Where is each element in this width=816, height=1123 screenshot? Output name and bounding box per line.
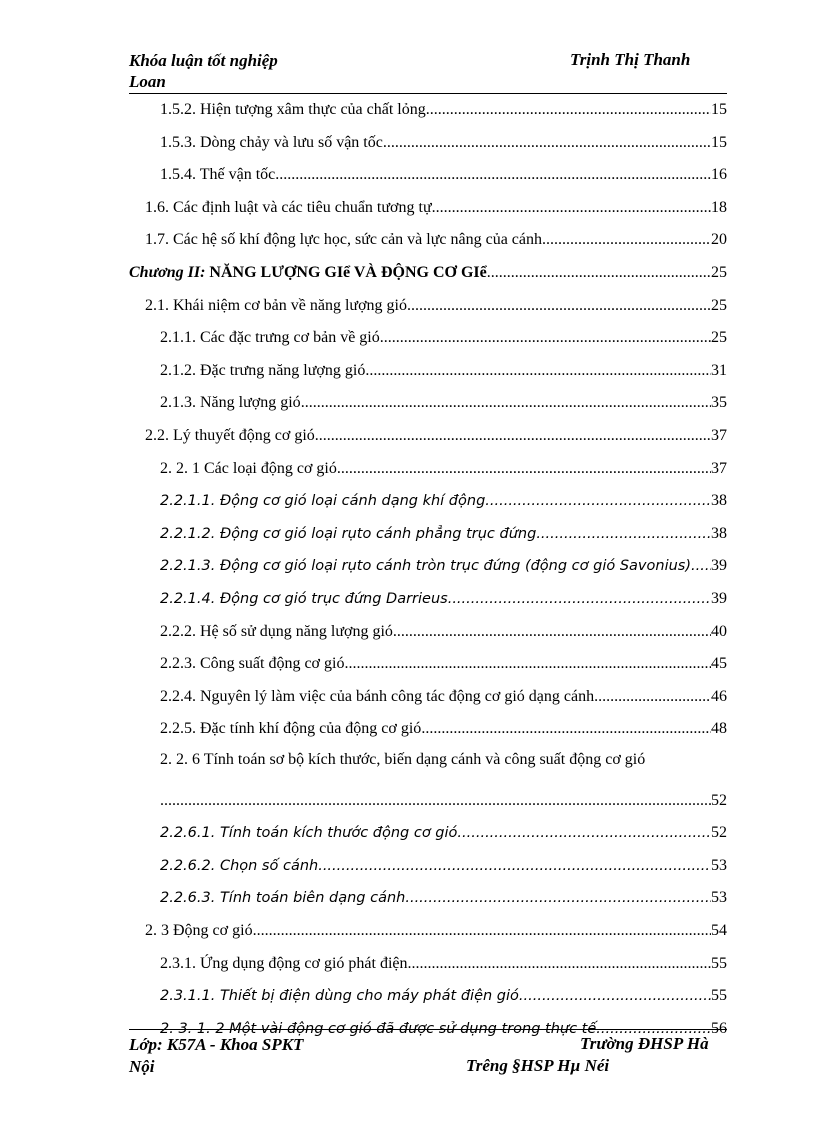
toc-entry-title: 2.1. Khái niệm cơ bản về năng lượng gió: [145, 296, 407, 314]
header-left-line2: Loan: [129, 72, 166, 91]
toc-page-number: 55: [711, 987, 727, 1005]
toc-entry-title: 2.2.6.1. Tính toán kích thước động cơ gió: [160, 825, 458, 842]
toc-page-number: 45: [711, 655, 727, 673]
toc-page-number: 35: [711, 394, 727, 412]
toc-entry-title: 2.1.3. Năng lượng gió: [160, 394, 301, 412]
toc-leader-dots: [407, 296, 711, 316]
toc-page-number: 25: [711, 296, 727, 314]
toc-entry-title: 2. 2. 1 Các loại động cơ gió: [160, 459, 337, 477]
toc-entry: [160, 554, 727, 576]
toc-page-number: 37: [711, 427, 727, 444]
toc-leader-dots: [519, 986, 711, 1006]
toc-entry-title: 2.2.6.3. Tính toán biên dạng cánh: [160, 890, 406, 907]
header-left: [129, 50, 278, 92]
toc-leader-dots: [160, 791, 711, 811]
toc-chapter-prefix: Chương II:: [129, 264, 206, 281]
toc-leader-dots: [457, 823, 711, 843]
toc-entry: [160, 685, 727, 707]
toc-leader-dots: [318, 856, 711, 876]
toc-entry: [145, 424, 727, 446]
toc-page-number: 53: [711, 856, 727, 874]
toc-entry-title: 1.5.4. Thế vận tốc: [160, 166, 276, 184]
toc-leader-dots: [253, 921, 711, 941]
toc-leader-dots: [405, 888, 711, 908]
toc-page-number: 46: [711, 687, 727, 705]
toc-entry: [160, 391, 727, 413]
toc-entry: [160, 359, 727, 381]
toc-entry: [160, 952, 727, 974]
toc-entry: [160, 131, 727, 153]
header-left-line1: Khóa luận tốt nghiệp: [129, 51, 278, 70]
toc-entry-title: 2.1.2. Đặc trưng năng lượng gió: [160, 361, 366, 379]
toc-page-number: 48: [711, 720, 727, 738]
toc-leader-dots: [487, 263, 711, 283]
toc-leader-dots: [301, 393, 711, 413]
toc-page-number: 20: [711, 231, 727, 249]
toc-page-number: 31: [711, 361, 727, 379]
toc-page-number: 16: [711, 166, 727, 184]
toc-page-number: 55: [711, 954, 727, 972]
toc-entry: [145, 294, 727, 316]
toc-entry-title: 2. 3 Động cơ gió: [145, 922, 253, 939]
toc-leader-dots: [432, 198, 711, 218]
toc-leader-dots: [337, 459, 711, 479]
toc-leader-dots: [393, 622, 711, 642]
toc-page-number: 15: [711, 133, 727, 151]
toc-leader-dots: [383, 133, 711, 153]
toc-page-number: 38: [711, 492, 727, 510]
toc-leader-dots: [536, 524, 711, 544]
toc-entry: [160, 984, 727, 1006]
toc-entry: [160, 587, 727, 609]
toc-leader-dots: [426, 100, 711, 120]
toc-leader-dots: [275, 165, 711, 185]
toc-entry: [160, 886, 727, 908]
toc-entry-title: 2.3.1.1. Thiết bị điện dùng cho máy phát điện gió: [160, 988, 519, 1005]
toc-entry: [160, 789, 727, 811]
toc-entry: [160, 821, 727, 843]
toc-entry-title: 2.2. Lý thuyết động cơ gió: [145, 427, 315, 444]
footer-left: [129, 1034, 303, 1078]
toc-entry-title: 1.6. Các định luật và các tiêu chuẩn tương tự: [145, 198, 432, 216]
toc-page-number: 25: [711, 329, 727, 347]
toc-chapter-title: NĂNG LƯỢNG GIể VÀ ĐỘNG CƠ GIể: [205, 264, 487, 281]
toc-page-number: 25: [711, 264, 727, 281]
toc-entry: [160, 163, 727, 185]
toc-page-number: 15: [711, 101, 727, 118]
header-rule: [129, 93, 727, 94]
toc-entry: [160, 620, 727, 642]
toc-leader-dots: [408, 954, 711, 974]
toc-entry-title: 2. 3. 1. 2 Một vài động cơ gió đã được sử dụng trong thực tế: [160, 1020, 597, 1037]
toc-entry-title: 1.7. Các hệ số khí động lực học, sức cản và lực nâng của cánh: [145, 231, 542, 249]
toc-entry-title: 2.1.1. Các đặc trưng cơ bản về gió: [160, 329, 380, 347]
toc-page-number: 56: [711, 1019, 727, 1037]
toc-page-number: 52: [711, 791, 727, 809]
toc-leader-dots: [344, 654, 711, 674]
toc-leader-dots: [485, 491, 711, 511]
toc-page-number: 39: [711, 590, 727, 607]
toc-entry-title: 2.3.1. Ứng dụng động cơ gió phát điện: [160, 954, 408, 972]
toc-leader-dots: [691, 556, 711, 576]
toc-entry: [160, 326, 727, 348]
toc-entry: [160, 854, 727, 876]
toc-entry: [145, 196, 727, 218]
toc-entry-title: [129, 263, 487, 283]
footer-rule: [129, 1029, 727, 1030]
toc-page-number: 53: [711, 889, 727, 907]
toc-entry: [160, 652, 727, 674]
toc-leader-dots: [421, 719, 711, 739]
footer-left-line2: Nội: [129, 1057, 155, 1076]
toc-page-number: 37: [711, 459, 727, 477]
toc-entry: [129, 261, 727, 283]
toc-leader-dots: [380, 328, 711, 348]
footer-left-line1: Lớp: K57A - Khoa SPKT: [129, 1035, 304, 1054]
toc-entry: [160, 457, 727, 479]
toc-entry: [160, 522, 727, 544]
toc-entry-title: 2.2.1.3. Động cơ gió loại rụto cánh tròn trục đứng (động cơ gió Savonius): [160, 558, 692, 575]
toc-leader-dots: [542, 230, 711, 250]
footer-mid: Trêng §HSP Hµ Néi: [466, 1056, 610, 1075]
toc-leader-dots: [365, 361, 711, 381]
toc-entry-title: 2.2.2. Hệ số sử dụng năng lượng gió: [160, 622, 393, 640]
toc-entry-title: 2.2.1.4. Động cơ gió trục đứng Darrieus: [160, 591, 448, 607]
toc-page-number: 18: [711, 198, 727, 216]
toc-entry: [160, 489, 727, 511]
toc-entry: [145, 919, 727, 941]
toc-entry-title: 1.5.2. Hiện tượng xâm thực của chất lỏng: [160, 101, 426, 118]
header-right: Trịnh Thị Thanh: [570, 50, 691, 69]
toc-entry-title: 2.2.6.2. Chọn số cánh: [160, 857, 319, 874]
footer-right: Trường ĐHSP Hà: [580, 1034, 709, 1053]
toc-entry-multiline-title: 2. 2. 6 Tính toán sơ bộ kích thước, biến dạng cánh và công suất động cơ gió: [160, 751, 646, 768]
toc-entry-title: 2.2.1.2. Động cơ gió loại rụto cánh phẳng trục đứng: [160, 525, 537, 542]
toc-entry-title: 1.5.3. Dòng chảy và lưu số vận tốc: [160, 133, 383, 151]
toc-entry-title: 2.2.4. Nguyên lý làm việc của bánh công tác động cơ gió dạng cánh: [160, 687, 595, 705]
toc-page-number: 38: [711, 524, 727, 542]
toc-entry-title: 2.2.1.1. Động cơ gió loại cánh dạng khí động: [160, 493, 486, 510]
toc-leader-dots: [315, 426, 711, 446]
toc-leader-dots: [448, 589, 711, 609]
toc-entry-title: 2.2.3. Công suất động cơ gió: [160, 655, 345, 673]
toc-entry: [145, 228, 727, 250]
toc-page-number: 54: [711, 922, 727, 939]
toc-page-number: 40: [711, 622, 727, 640]
toc-page-number: 39: [711, 557, 727, 575]
toc-leader-dots: [594, 687, 711, 707]
toc-page-number: 52: [711, 824, 727, 842]
toc-entry: [160, 98, 727, 120]
toc-entry-title: 2.2.5. Đặc tính khí động của động cơ gió: [160, 720, 422, 738]
toc-entry: [160, 717, 727, 739]
